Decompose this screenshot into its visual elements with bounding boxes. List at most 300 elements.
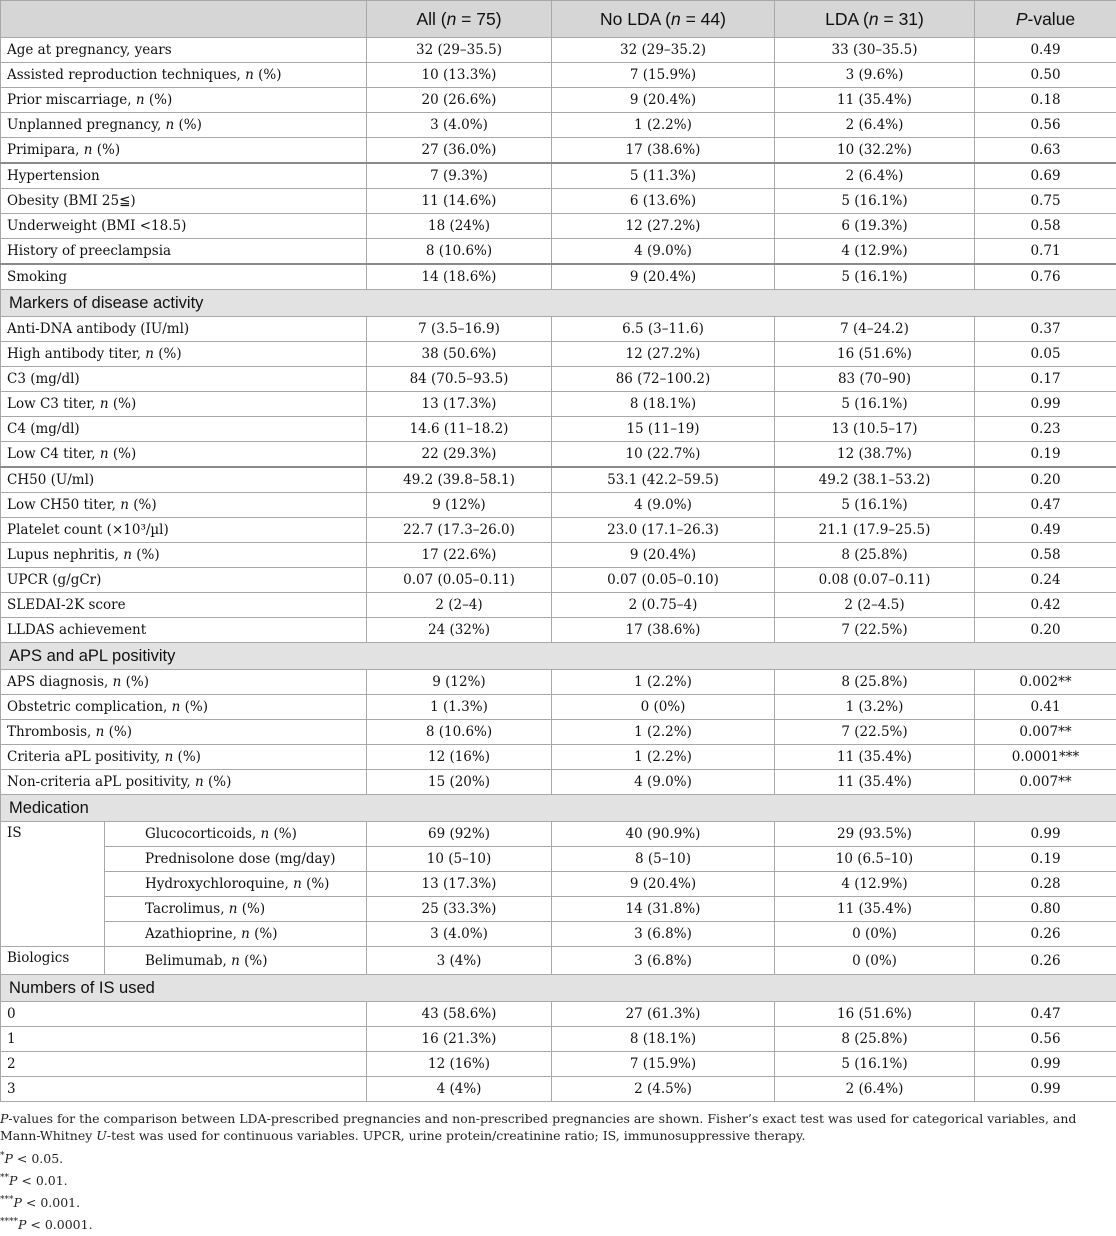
text-segment: Criteria aPL positivity, <box>7 749 165 765</box>
value-no-lda: 15 (11–19) <box>552 417 775 442</box>
italic-symbol: n <box>112 674 122 690</box>
text-segment: = 44) <box>680 8 726 29</box>
value-lda: 49.2 (38.1–53.2) <box>775 467 975 493</box>
text-segment: (%) <box>301 876 330 892</box>
footnote-segment: U <box>96 1128 107 1143</box>
text-segment: LLDAS achievement <box>7 622 147 638</box>
value-no-lda: 2 (0.75–4) <box>552 593 775 618</box>
text-segment: UPCR (g/gCr) <box>7 572 102 588</box>
value-p: 0.80 <box>975 897 1116 922</box>
header-row <box>1 1 1116 38</box>
value-all: 38 (50.6%) <box>367 342 552 367</box>
row-label <box>1 239 367 265</box>
row-label <box>1 1052 367 1077</box>
text-segment: C3 (mg/dl) <box>7 371 80 387</box>
italic-symbol: n <box>171 699 181 715</box>
table-row <box>1 417 1116 442</box>
value-p: 0.63 <box>975 138 1116 164</box>
row-label <box>1 163 367 189</box>
value-no-lda: 9 (20.4%) <box>552 872 775 897</box>
value-all: 25 (33.3%) <box>367 897 552 922</box>
italic-symbol: n <box>671 8 681 29</box>
table-row <box>1 88 1116 113</box>
table-row <box>1 239 1116 265</box>
row-label <box>105 947 367 975</box>
text-segment: Prednisolone dose (mg/day) <box>145 851 336 867</box>
value-no-lda: 10 (22.7%) <box>552 442 775 468</box>
table-row <box>1 1027 1116 1052</box>
value-all: 8 (10.6%) <box>367 720 552 745</box>
text-segment: CH50 (U/ml) <box>7 472 95 488</box>
value-lda: 7 (22.5%) <box>775 618 975 643</box>
value-no-lda: 7 (15.9%) <box>552 1052 775 1077</box>
text-segment: (%) <box>249 926 278 942</box>
table-row <box>1 518 1116 543</box>
italic-symbol: n <box>99 396 109 412</box>
table-row <box>1 138 1116 164</box>
text-segment: (%) <box>128 497 157 513</box>
table-row <box>1 467 1116 493</box>
value-no-lda: 40 (90.9%) <box>552 822 775 847</box>
value-p: 0.28 <box>975 872 1116 897</box>
row-label <box>1 189 367 214</box>
value-p: 0.56 <box>975 113 1116 138</box>
value-lda: 5 (16.1%) <box>775 392 975 417</box>
table-row <box>1 342 1116 367</box>
text-segment: (%) <box>131 547 160 563</box>
table-row <box>1 897 1116 922</box>
text-segment: (%) <box>121 674 149 690</box>
text-segment: Tacrolimus, <box>145 901 229 917</box>
table-row <box>1 847 1116 872</box>
header-cell-label <box>1 1 367 38</box>
value-all: 43 (58.6%) <box>367 1002 552 1027</box>
italic-symbol: n <box>293 876 302 892</box>
value-lda: 2 (6.4%) <box>775 113 975 138</box>
value-p: 0.23 <box>975 417 1116 442</box>
value-all: 7 (3.5–16.9) <box>367 317 552 342</box>
row-label <box>1 264 367 290</box>
row-label <box>105 872 367 897</box>
row-label <box>1 670 367 695</box>
value-p: 0.37 <box>975 317 1116 342</box>
value-p: 0.002** <box>975 670 1116 695</box>
section-title: Medication <box>1 795 1116 822</box>
value-all: 24 (32%) <box>367 618 552 643</box>
table-row <box>1 367 1116 392</box>
row-label <box>1 317 367 342</box>
text-segment: (%) <box>108 446 137 462</box>
text-segment: (%) <box>92 142 121 158</box>
italic-symbol: n <box>99 446 109 462</box>
value-lda: 8 (25.8%) <box>775 670 975 695</box>
table-row <box>1 568 1116 593</box>
value-lda: 3 (9.6%) <box>775 63 975 88</box>
row-label <box>1 543 367 568</box>
value-lda: 5 (16.1%) <box>775 493 975 518</box>
value-all: 3 (4.0%) <box>367 113 552 138</box>
text-segment: Prior miscarriage, <box>7 92 136 108</box>
italic-symbol: n <box>228 901 238 917</box>
value-lda: 29 (93.5%) <box>775 822 975 847</box>
value-p: 0.17 <box>975 367 1116 392</box>
text-segment: (%) <box>108 396 137 412</box>
value-no-lda: 4 (9.0%) <box>552 239 775 265</box>
value-lda: 4 (12.9%) <box>775 239 975 265</box>
text-segment: (%) <box>144 92 173 108</box>
table-row <box>1 947 1116 975</box>
value-no-lda: 53.1 (42.2–59.5) <box>552 467 775 493</box>
value-all: 32 (29–35.5) <box>367 38 552 63</box>
text-segment: 1 <box>7 1031 16 1047</box>
value-all: 22.7 (17.3–26.0) <box>367 518 552 543</box>
value-p: 0.71 <box>975 239 1116 265</box>
value-no-lda: 17 (38.6%) <box>552 618 775 643</box>
row-label <box>1 63 367 88</box>
text-segment: C4 (mg/dl) <box>7 421 80 437</box>
text-segment: (%) <box>173 749 201 765</box>
value-no-lda: 5 (11.3%) <box>552 163 775 189</box>
value-no-lda: 9 (20.4%) <box>552 88 775 113</box>
value-lda: 33 (30–35.5) <box>775 38 975 63</box>
italic-symbol: n <box>241 926 250 942</box>
footnote-segment: < 0.05. <box>12 1151 64 1167</box>
table-row <box>1 38 1116 63</box>
footnote-segment: **** <box>0 1217 18 1228</box>
value-all: 27 (36.0%) <box>367 138 552 164</box>
value-p: 0.69 <box>975 163 1116 189</box>
table-row <box>1 163 1116 189</box>
table-row <box>1 264 1116 290</box>
value-lda: 7 (4–24.2) <box>775 317 975 342</box>
value-no-lda: 6 (13.6%) <box>552 189 775 214</box>
table-row <box>1 822 1116 847</box>
section-header-row <box>1 795 1116 822</box>
text-segment: Platelet count (×10³/µl) <box>7 522 169 538</box>
value-no-lda: 4 (9.0%) <box>552 770 775 795</box>
text-segment: (%) <box>239 952 268 969</box>
value-p: 0.007** <box>975 770 1116 795</box>
value-no-lda: 1 (2.2%) <box>552 720 775 745</box>
text-segment: Glucocorticoids, <box>145 826 261 842</box>
table-row <box>1 493 1116 518</box>
value-no-lda: 8 (18.1%) <box>552 1027 775 1052</box>
value-all: 7 (9.3%) <box>367 163 552 189</box>
value-all: 1 (1.3%) <box>367 695 552 720</box>
value-all: 12 (16%) <box>367 745 552 770</box>
value-lda: 10 (32.2%) <box>775 138 975 164</box>
footnote-segment: P <box>9 1173 18 1189</box>
row-label <box>1 695 367 720</box>
value-lda: 83 (70–90) <box>775 367 975 392</box>
row-label <box>1 1077 367 1102</box>
value-lda: 2 (6.4%) <box>775 163 975 189</box>
text-segment: No LDA ( <box>600 8 671 29</box>
value-p: 0.75 <box>975 189 1116 214</box>
text-segment: (%) <box>174 117 202 133</box>
value-p: 0.49 <box>975 38 1116 63</box>
footnote-text <box>0 1110 1112 1144</box>
text-segment: Non-criteria aPL positivity, <box>7 774 195 790</box>
text-segment: Assisted reproduction techniques, <box>7 67 246 83</box>
italic-symbol: n <box>83 142 93 158</box>
table-body <box>1 38 1116 1102</box>
row-label <box>105 847 367 872</box>
value-p: 0.47 <box>975 493 1116 518</box>
text-segment: History of preeclampsia <box>7 243 172 259</box>
text-segment: Underweight (BMI <18.5) <box>7 218 187 234</box>
value-no-lda: 12 (27.2%) <box>552 214 775 239</box>
value-lda: 11 (35.4%) <box>775 897 975 922</box>
value-lda: 2 (2–4.5) <box>775 593 975 618</box>
section-title: Numbers of IS used <box>1 975 1116 1002</box>
section-header-row <box>1 975 1116 1002</box>
value-p: 0.26 <box>975 947 1116 975</box>
value-p: 0.56 <box>975 1027 1116 1052</box>
value-lda: 4 (12.9%) <box>775 872 975 897</box>
table-row <box>1 392 1116 417</box>
value-no-lda: 0.07 (0.05–0.10) <box>552 568 775 593</box>
value-lda: 16 (51.6%) <box>775 1002 975 1027</box>
value-no-lda: 9 (20.4%) <box>552 264 775 290</box>
text-segment: Unplanned pregnancy, <box>7 117 166 133</box>
value-no-lda: 12 (27.2%) <box>552 342 775 367</box>
italic-symbol: n <box>260 826 270 842</box>
value-all: 49.2 (39.8–58.1) <box>367 467 552 493</box>
value-p: 0.99 <box>975 1077 1116 1102</box>
text-segment: Low CH50 titer, <box>7 497 121 513</box>
table-row <box>1 618 1116 643</box>
row-label <box>1 392 367 417</box>
row-label <box>1 88 367 113</box>
text-segment: (%) <box>180 699 208 715</box>
value-all: 14 (18.6%) <box>367 264 552 290</box>
table-row <box>1 670 1116 695</box>
row-label <box>1 417 367 442</box>
row-label <box>1 342 367 367</box>
table-row <box>1 593 1116 618</box>
italic-symbol: n <box>123 547 132 563</box>
table-row <box>1 189 1116 214</box>
table-row <box>1 317 1116 342</box>
value-all: 10 (13.3%) <box>367 63 552 88</box>
table-row <box>1 922 1116 947</box>
header-cell-all <box>367 1 552 38</box>
value-lda: 1 (3.2%) <box>775 695 975 720</box>
text-segment: (%) <box>253 67 282 83</box>
value-no-lda: 9 (20.4%) <box>552 543 775 568</box>
footnote-segment: P <box>18 1217 27 1233</box>
table-row <box>1 770 1116 795</box>
row-label <box>1 568 367 593</box>
value-p: 0.47 <box>975 1002 1116 1027</box>
row-label <box>1 770 367 795</box>
footnote-segment: * <box>0 1151 5 1161</box>
value-no-lda: 8 (5–10) <box>552 847 775 872</box>
row-label <box>1 493 367 518</box>
value-p: 0.19 <box>975 847 1116 872</box>
text-segment: -value <box>1027 8 1076 29</box>
row-label <box>1 1002 367 1027</box>
header-cell-p-value <box>975 1 1116 38</box>
value-all: 22 (29.3%) <box>367 442 552 468</box>
value-lda: 11 (35.4%) <box>775 88 975 113</box>
footnote-segment: ** <box>0 1173 9 1184</box>
value-lda: 5 (16.1%) <box>775 1052 975 1077</box>
text-segment: Low C4 titer, <box>7 446 100 462</box>
value-all: 3 (4.0%) <box>367 922 552 947</box>
footnote-segment: P <box>0 1111 9 1126</box>
text-segment: Belimumab, <box>145 952 232 969</box>
text-segment: All ( <box>416 8 447 29</box>
text-segment: = 75) <box>456 8 502 29</box>
value-p: 0.99 <box>975 1052 1116 1077</box>
text-segment: Primipara, <box>7 142 84 158</box>
value-all: 3 (4%) <box>367 947 552 975</box>
value-all: 18 (24%) <box>367 214 552 239</box>
value-lda: 6 (19.3%) <box>775 214 975 239</box>
footnote-segment: -test was used for continuous variables. UPCR, urine protein/creatinine ratio; IS, immunosuppressive therapy. <box>106 1128 806 1143</box>
italic-symbol: P <box>1015 8 1028 29</box>
row-label <box>1 1027 367 1052</box>
text-segment: Age at pregnancy, years <box>7 42 172 58</box>
text-segment: (%) <box>104 724 132 740</box>
value-lda: 16 (51.6%) <box>775 342 975 367</box>
footnote-significance <box>0 1170 1112 1189</box>
row-label <box>1 467 367 493</box>
text-segment: Hypertension <box>7 168 100 184</box>
value-p: 0.58 <box>975 543 1116 568</box>
value-p: 0.20 <box>975 618 1116 643</box>
table-row <box>1 63 1116 88</box>
value-p: 0.99 <box>975 392 1116 417</box>
row-label <box>1 618 367 643</box>
value-lda: 0.08 (0.07–0.11) <box>775 568 975 593</box>
value-no-lda: 17 (38.6%) <box>552 138 775 164</box>
table-row <box>1 695 1116 720</box>
value-p: 0.58 <box>975 214 1116 239</box>
row-label <box>1 745 367 770</box>
italic-symbol: n <box>165 117 175 133</box>
value-all: 0.07 (0.05–0.11) <box>367 568 552 593</box>
value-no-lda: 3 (6.8%) <box>552 947 775 975</box>
italic-symbol: n <box>95 724 105 740</box>
footnote-segment: P <box>4 1151 13 1167</box>
table-row <box>1 1052 1116 1077</box>
footnote-segment: < 0.0001. <box>26 1217 93 1233</box>
text-segment: Obesity (BMI 25≦) <box>7 193 136 209</box>
value-no-lda: 0 (0%) <box>552 695 775 720</box>
value-all: 17 (22.6%) <box>367 543 552 568</box>
value-no-lda: 7 (15.9%) <box>552 63 775 88</box>
text-segment: 3 <box>7 1081 16 1097</box>
table-row <box>1 113 1116 138</box>
value-p: 0.05 <box>975 342 1116 367</box>
value-p: 0.49 <box>975 518 1116 543</box>
table-row <box>1 1002 1116 1027</box>
value-lda: 5 (16.1%) <box>775 264 975 290</box>
row-label <box>105 897 367 922</box>
value-no-lda: 2 (4.5%) <box>552 1077 775 1102</box>
footnote-segment: P <box>13 1195 22 1211</box>
group-label: IS <box>1 822 105 947</box>
text-segment: = 31) <box>878 8 924 29</box>
table-row <box>1 720 1116 745</box>
value-no-lda: 14 (31.8%) <box>552 897 775 922</box>
text-segment: SLEDAI-2K score <box>7 597 126 613</box>
value-p: 0.0001*** <box>975 745 1116 770</box>
value-lda: 5 (16.1%) <box>775 189 975 214</box>
value-lda: 11 (35.4%) <box>775 770 975 795</box>
footnote-significance <box>0 1214 1112 1233</box>
value-p: 0.41 <box>975 695 1116 720</box>
value-p: 0.99 <box>975 822 1116 847</box>
italic-symbol: n <box>245 67 254 83</box>
value-all: 14.6 (11–18.2) <box>367 417 552 442</box>
footnote-significance <box>0 1192 1112 1211</box>
text-segment: (%) <box>203 774 232 790</box>
text-segment: Obstetric complication, <box>7 699 172 715</box>
value-all: 69 (92%) <box>367 822 552 847</box>
italic-symbol: n <box>135 92 145 108</box>
table-row <box>1 1077 1116 1102</box>
value-all: 10 (5–10) <box>367 847 552 872</box>
text-segment: Azathioprine, <box>145 926 242 942</box>
value-no-lda: 8 (18.1%) <box>552 392 775 417</box>
value-all: 2 (2–4) <box>367 593 552 618</box>
value-lda: 11 (35.4%) <box>775 745 975 770</box>
table-row <box>1 872 1116 897</box>
text-segment: Smoking <box>7 269 68 285</box>
italic-symbol: n <box>164 749 174 765</box>
row-label <box>1 113 367 138</box>
footnote-significance <box>0 1148 1112 1167</box>
value-lda: 12 (38.7%) <box>775 442 975 468</box>
value-p: 0.20 <box>975 467 1116 493</box>
value-all: 13 (17.3%) <box>367 392 552 417</box>
text-segment: Thrombosis, <box>7 724 96 740</box>
value-all: 9 (12%) <box>367 670 552 695</box>
value-p: 0.24 <box>975 568 1116 593</box>
text-segment: High antibody titer, <box>7 346 146 362</box>
italic-symbol: n <box>120 497 129 513</box>
text-segment: (%) <box>269 826 297 842</box>
value-no-lda: 1 (2.2%) <box>552 670 775 695</box>
value-p: 0.76 <box>975 264 1116 290</box>
value-all: 13 (17.3%) <box>367 872 552 897</box>
row-label <box>1 720 367 745</box>
value-no-lda: 6.5 (3–11.6) <box>552 317 775 342</box>
text-segment: Lupus nephritis, <box>7 547 124 563</box>
value-all: 8 (10.6%) <box>367 239 552 265</box>
value-no-lda: 1 (2.2%) <box>552 745 775 770</box>
footnote-segment: -values for the comparison between LDA-prescribed pregnancies and non-prescribed pregnancies are shown. Fisher’s exact test was used for categorical variables, and Mann-Whitney <box>0 1111 1077 1143</box>
value-all: 9 (12%) <box>367 493 552 518</box>
text-segment: Anti-DNA antibody (IU/ml) <box>7 321 190 337</box>
value-no-lda: 86 (72–100.2) <box>552 367 775 392</box>
header-cell-no-lda <box>552 1 775 38</box>
italic-symbol: n <box>145 346 154 362</box>
text-segment: Low C3 titer, <box>7 396 100 412</box>
text-segment: Hydroxychloroquine, <box>145 876 294 892</box>
value-lda: 10 (6.5–10) <box>775 847 975 872</box>
section-header-row <box>1 290 1116 317</box>
value-no-lda: 32 (29–35.2) <box>552 38 775 63</box>
row-label <box>1 214 367 239</box>
row-label <box>1 593 367 618</box>
section-title: APS and aPL positivity <box>1 643 1116 670</box>
row-label <box>105 922 367 947</box>
